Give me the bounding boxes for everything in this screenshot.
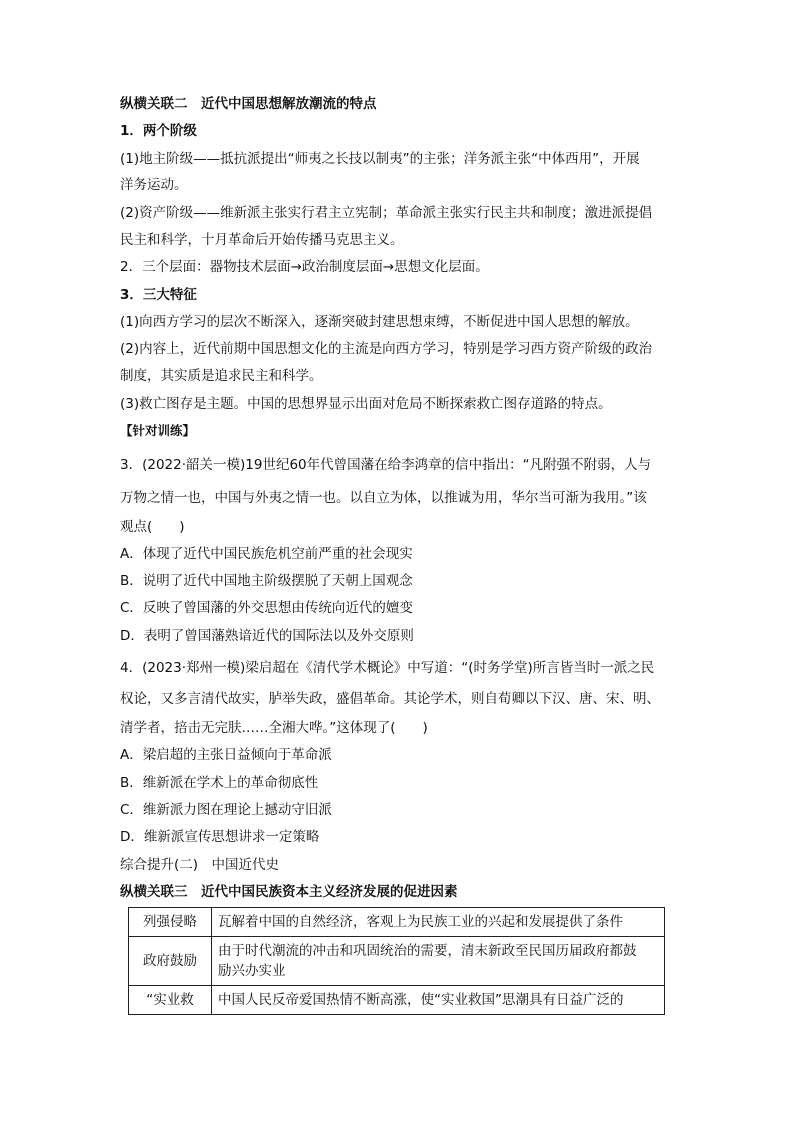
table-cell-value: 中国人民反帝爱国热情不断高涨，使“实业救国”思潮具有日益广泛的 [212,986,665,1015]
question-stem-line: 3．(2022·韶关一模)19世纪60年代曾国藩在给李鸿章的信中指出：“凡附强不附弱，人与 [120,457,652,473]
paragraph-line: (2)资产阶级——维新派主张实行君主立宪制；革命派主张实行民主共和制度；激进派提倡 [120,205,653,221]
summary-title: 综合提升(二) 中国近代史 [120,857,280,873]
answer-option: B．说明了近代中国地主阶级摆脱了天朝上国观念 [120,573,413,589]
paragraph-line: 制度，其实质是追求民主和科学。 [120,368,323,384]
paragraph-line: 洋务运动。 [120,177,188,193]
table-cell-line: 由于时代潮流的冲击和巩固统治的需要，清末新政至民国历届政府都鼓 [218,943,637,959]
table-row [129,986,665,1015]
table-cell-value: 瓦解着中国的自然经济，客观上为民族工业的兴起和发展提供了条件 [212,908,665,937]
practice-label: 【针对训练】 [120,423,196,438]
paragraph-line: (2)内容上，近代前期中国思想文化的主流是向西方学习，特别是学习西方资产阶级的政治 [120,341,653,357]
paragraph-line: (3)救亡图存是主题。中国的思想界显示出面对危局不断探索救亡图存道路的特点。 [120,396,612,412]
answer-option: D．维新派宣传思想讲求一定策略 [120,829,320,845]
table-cell-value [212,937,665,986]
section-heading: 纵横关联二 近代中国思想解放潮流的特点 [120,96,377,112]
question-stem-line: 权论，又多言清代故实，胪举失政，盛倡革命。其论学术，则自荀卿以下汉、唐、宋、明、 [120,691,660,707]
paragraph-line: (1)向西方学习的层次不断深入，逐渐突破封建思想束缚，不断促进中国人思想的解放。 [120,314,639,330]
question-stem-line: 4．(2023·郑州一模)梁启超在《清代学术概论》中写道：“(时务学堂)所言皆当时一派之民 [120,660,655,676]
table-cell-key: 政府鼓励 [129,937,212,986]
answer-option: D．表明了曾国藩熟谙近代的国际法以及外交原则 [120,628,414,644]
factors-table [128,907,665,1015]
table-row [129,908,665,937]
table-cell-key: “实业救 [129,986,212,1015]
paragraph-line: 民主和科学，十月革命后开始传播马克思主义。 [120,232,404,248]
answer-option: A．体现了近代中国民族危机空前严重的社会现实 [120,546,413,562]
answer-option: C．反映了曾国藩的外交思想由传统向近代的嬗变 [120,600,413,616]
item-title: 1．两个阶级 [120,123,197,139]
table-cell-line: 励兴办实业 [218,963,286,979]
answer-option: C．维新派力图在理论上撼动守旧派 [120,802,332,818]
section-heading: 纵横关联三 近代中国民族资本主义经济发展的促进因素 [120,884,458,900]
question-stem-line: 清学者，掊击无完肤……全湘大哗。”这体现了( ) [120,720,428,736]
question-stem-line: 万物之情一也，中国与外夷之情一也。以自立为体，以推诚为用，华尔当可渐为我用。”该 [120,490,647,506]
answer-option: B．维新派在学术上的革命彻底性 [120,775,319,791]
table-row [129,937,665,986]
paragraph-line: (1)地主阶级——抵抗派提出“师夷之长技以制夷”的主张；洋务派主张“中体西用”，开展 [120,151,640,167]
item-title: 3．三大特征 [120,287,197,303]
paragraph-line: 2．三个层面：器物技术层面→政治制度层面→思想文化层面。 [120,259,489,275]
question-stem-line: 观点( ) [120,519,185,535]
answer-option: A．梁启超的主张日益倾向于革命派 [120,747,332,763]
table-cell-key: 列强侵略 [129,908,212,937]
